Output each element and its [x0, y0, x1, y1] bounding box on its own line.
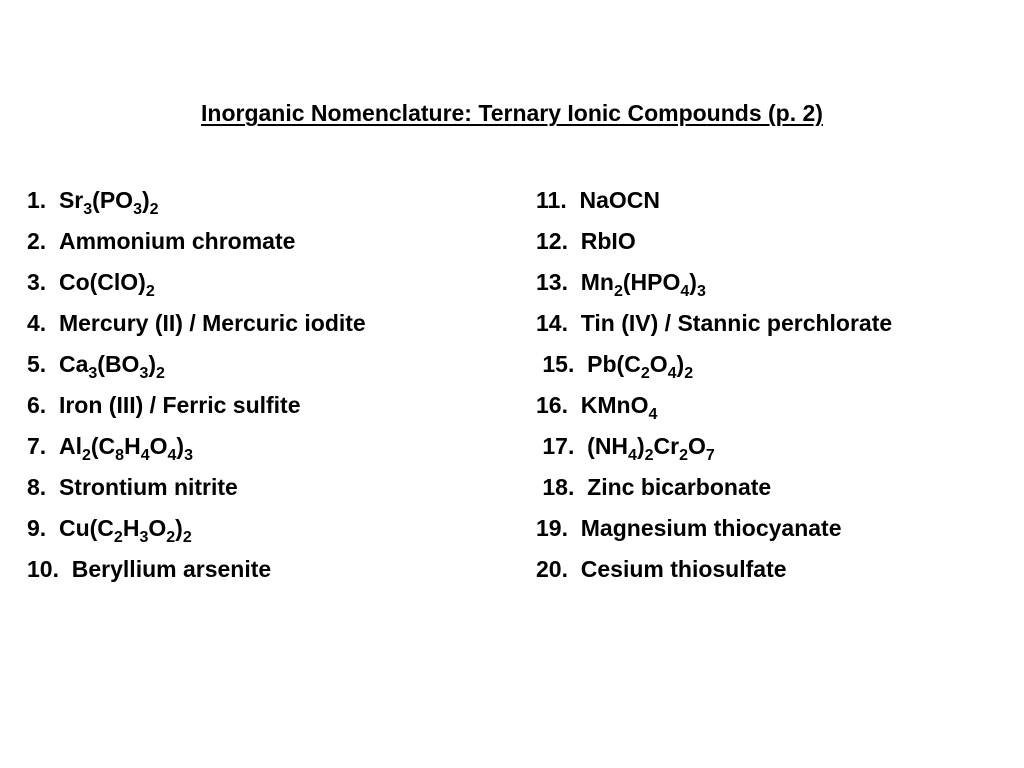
formula-text: (NH [587, 433, 629, 459]
compound-item [536, 221, 892, 262]
formula-text: Ca [58, 351, 89, 377]
subscript: 2 [684, 365, 694, 382]
compound-item [27, 221, 366, 262]
item-number: 11. [536, 187, 580, 213]
subscript: 2 [166, 529, 176, 546]
compound-name [581, 303, 892, 344]
item-number: 2. [27, 228, 59, 254]
compound-item [27, 426, 366, 467]
compound-name [581, 385, 658, 426]
item-number: 18. [536, 474, 588, 500]
compound-item [536, 508, 892, 549]
subscript: 2 [113, 529, 123, 546]
subscript: 4 [648, 406, 658, 423]
subscript: 2 [640, 365, 650, 382]
compound-name [59, 303, 366, 344]
formula-text: Cu(C [58, 515, 114, 541]
compound-name [59, 426, 193, 467]
left-column-list [27, 180, 366, 590]
subscript: 2 [644, 447, 654, 464]
compound-item [27, 508, 366, 549]
item-number: 19. [536, 515, 581, 541]
compound-item [27, 180, 366, 221]
formula-text: ) [689, 269, 697, 295]
compound-name [59, 508, 192, 549]
compound-item [27, 303, 366, 344]
compound-name [581, 262, 706, 303]
compound-item [536, 262, 892, 303]
slide-title: Inorganic Nomenclature: Ternary Ionic Compounds (p. 2) [201, 100, 823, 126]
compound-name [587, 467, 771, 508]
compound-item [536, 385, 892, 426]
compound-name [579, 180, 660, 221]
item-number: 7. [27, 433, 59, 459]
item-number: 12. [536, 228, 581, 254]
formula-text: O [148, 515, 167, 541]
formula-text: Cesium thiosulfate [580, 556, 787, 582]
formula-text: RbIO [580, 228, 636, 254]
formula-text: Magnesium thiocyanate [580, 515, 842, 541]
formula-text: (BO [97, 351, 140, 377]
formula-text: Tin (IV) / Stannic perchlorate [580, 310, 893, 336]
subscript: 4 [680, 283, 690, 300]
item-number: 5. [27, 351, 59, 377]
item-number: 4. [27, 310, 59, 336]
subscript: 4 [628, 447, 637, 464]
item-number: 6. [27, 392, 59, 418]
compound-name [59, 221, 295, 262]
compound-name [59, 385, 301, 426]
compound-item [27, 467, 366, 508]
formula-text: H [124, 433, 141, 459]
subscript: 2 [613, 283, 623, 300]
compound-item [27, 344, 366, 385]
item-number: 9. [27, 515, 59, 541]
formula-text: (C [90, 433, 116, 459]
formula-text: Beryllium arsenite [71, 556, 272, 582]
compound-name [72, 549, 271, 590]
item-number: 14. [536, 310, 581, 336]
formula-text: Iron (III) / Ferric sulfite [58, 392, 301, 418]
subscript: 3 [139, 529, 149, 546]
formula-text: Mn [580, 269, 614, 295]
compound-item [27, 385, 366, 426]
subscript: 2 [156, 365, 165, 382]
formula-text: KMnO [580, 392, 649, 418]
item-number: 3. [27, 269, 59, 295]
right-column-list [536, 180, 892, 590]
subscript: 2 [679, 447, 688, 464]
item-number: 17. [536, 433, 588, 459]
subscript: 3 [184, 447, 193, 464]
formula-text: ) [148, 351, 157, 377]
compound-name [581, 549, 787, 590]
formula-text: Al [58, 433, 82, 459]
formula-text: Ammonium chromate [58, 228, 296, 254]
item-number: 16. [536, 392, 581, 418]
compound-item [536, 344, 892, 385]
formula-text: Mercury (II) / Mercuric iodite [58, 310, 366, 336]
subscript: 8 [115, 447, 125, 464]
subscript: 3 [139, 365, 149, 382]
compound-name [587, 344, 693, 385]
formula-text: Strontium nitrite [58, 474, 238, 500]
subscript: 2 [145, 283, 155, 300]
formula-text: O [149, 433, 168, 459]
formula-text: ) [141, 187, 150, 213]
formula-text: O [688, 433, 706, 459]
formula-text: (PO [92, 187, 134, 213]
item-number: 10. [27, 556, 72, 582]
compound-name [581, 221, 636, 262]
formula-text: O [649, 351, 668, 377]
item-number: 1. [27, 187, 59, 213]
item-number: 8. [27, 474, 59, 500]
subscript: 2 [149, 201, 159, 218]
compound-item [27, 262, 366, 303]
compound-name [59, 467, 238, 508]
formula-text: NaOCN [579, 187, 660, 213]
subscript: 3 [696, 283, 706, 300]
subscript: 3 [88, 365, 98, 382]
formula-text: ) [175, 515, 183, 541]
compound-name [587, 426, 715, 467]
formula-text: ) [636, 433, 645, 459]
formula-text: Zinc bicarbonate [587, 474, 772, 500]
subscript: 3 [133, 201, 142, 218]
formula-text: ) [176, 433, 185, 459]
formula-text: Pb(C [587, 351, 641, 377]
subscript: 3 [83, 201, 93, 218]
compound-name [581, 508, 842, 549]
subscript: 2 [81, 447, 91, 464]
compound-name [59, 344, 165, 385]
formula-text: Cr [653, 433, 680, 459]
compound-name [59, 262, 155, 303]
formula-text: Co(ClO) [58, 269, 146, 295]
formula-text: ) [676, 351, 685, 377]
compound-item [536, 303, 892, 344]
item-number: 13. [536, 269, 581, 295]
compound-item [536, 549, 892, 590]
compound-item [27, 549, 366, 590]
formula-text: Sr [58, 187, 84, 213]
formula-text: (HPO [622, 269, 681, 295]
item-number: 20. [536, 556, 581, 582]
subscript: 4 [140, 447, 150, 464]
formula-text: H [122, 515, 140, 541]
compound-item [536, 426, 892, 467]
subscript: 4 [667, 365, 677, 382]
subscript: 7 [705, 447, 715, 464]
subscript: 2 [182, 529, 192, 546]
compound-name [59, 180, 159, 221]
subscript: 4 [167, 447, 177, 464]
item-number: 15. [536, 351, 588, 377]
compound-item [536, 467, 892, 508]
compound-item [536, 180, 892, 221]
